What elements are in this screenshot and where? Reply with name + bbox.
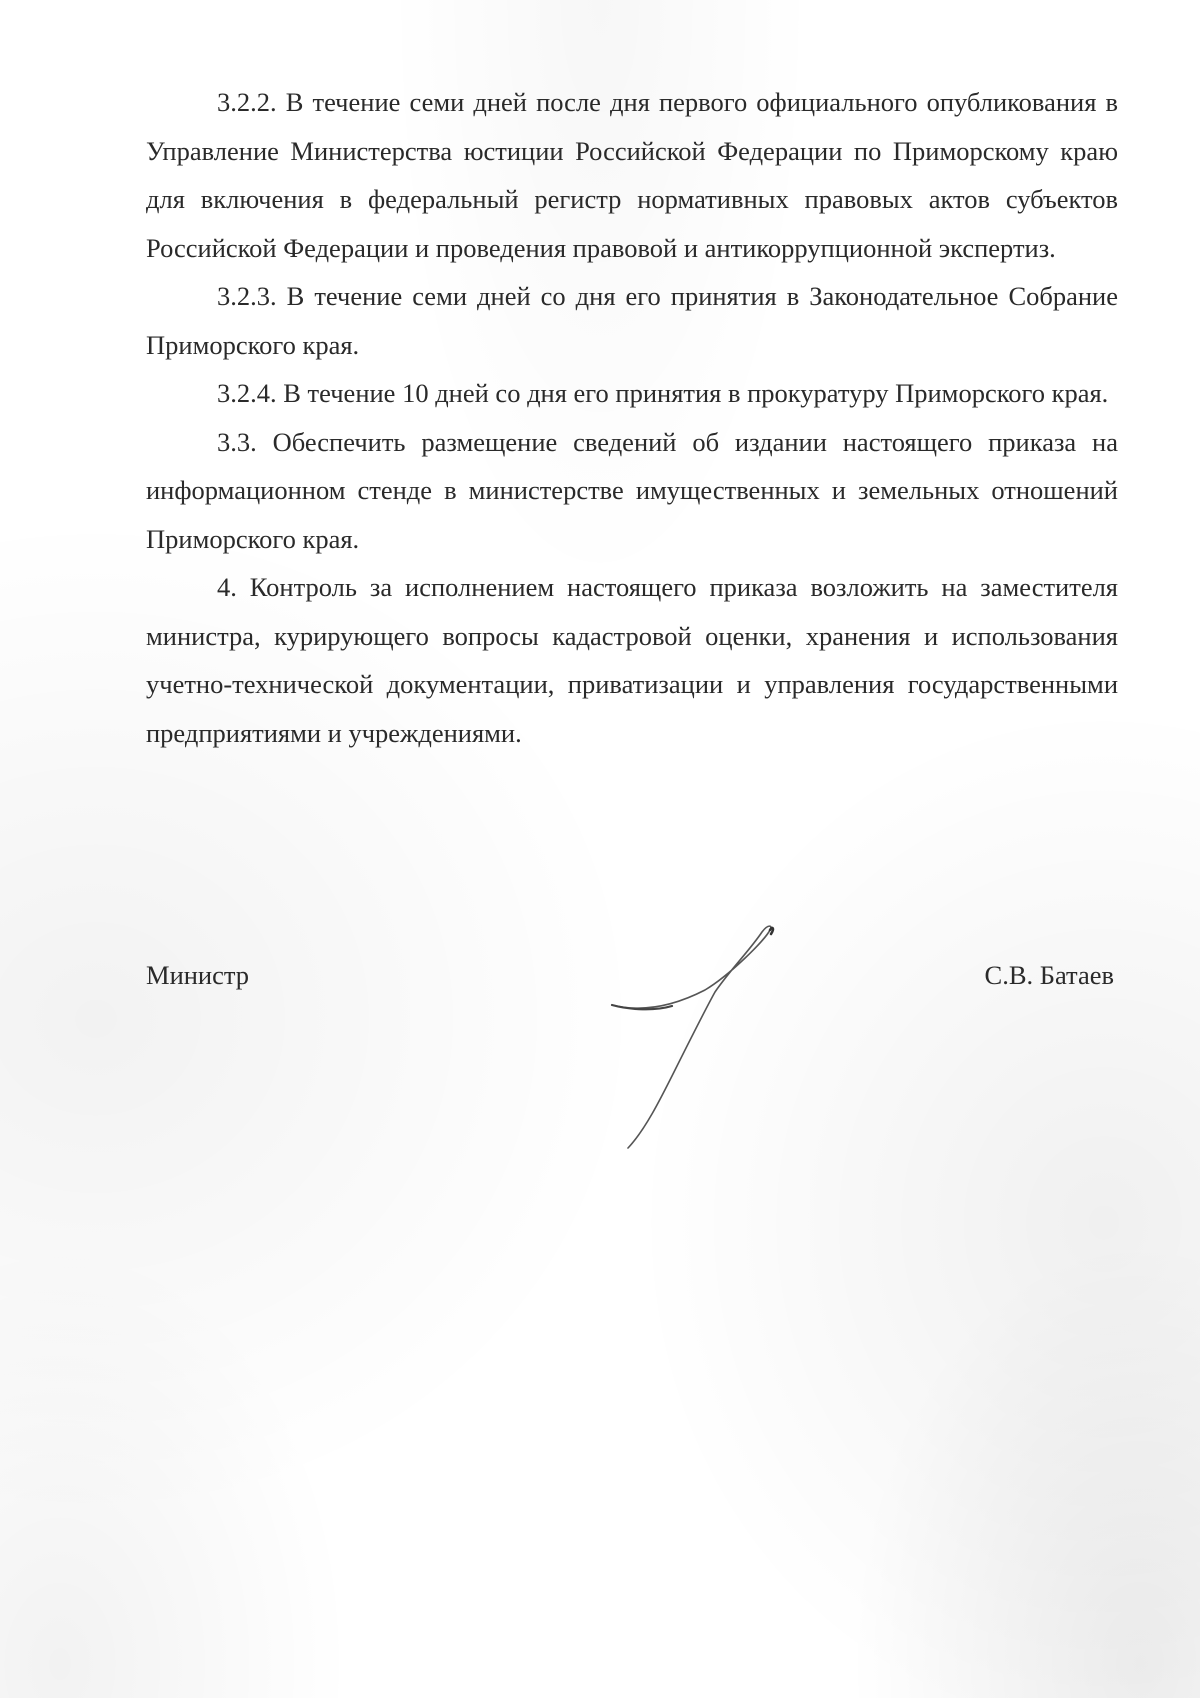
signatory-name: С.В. Батаев	[984, 960, 1114, 990]
document-body	[146, 78, 1118, 757]
paragraph-3-2-3: 3.2.3. В течение семи дней со дня его принятия в Законодательное Собрание Приморского края.	[146, 281, 1118, 360]
paragraph-3-3: 3.3. Обеспечить размещение сведений об издании настоящего приказа на информационном стенде в министерстве имущественных и земельных отношений Приморского края.	[146, 426, 1118, 554]
paragraph-4: 4. Контроль за исполнением настоящего приказа возложить на заместителя министра, курирующего вопросы кадастровой оценки, хранения и использования учетно-технической документации, приватизации и управления государственными предприятиями и учреждениями.	[146, 572, 1118, 748]
paragraph-3-2-4: 3.2.4. В течение 10 дней со дня его принятия в прокуратуру Приморского края.	[217, 378, 1109, 408]
signatory-title: Министр	[146, 960, 250, 990]
handwritten-signature	[610, 920, 790, 1150]
paragraph-3-2-2: 3.2.2. В течение семи дней после дня первого официального опубликования в Управление Министерства юстиции Российской Федерации по Приморскому краю для включения в федеральный регистр нормативных правовых актов субъектов Российской Федерации и проведения правовой и антикоррупционной экспертиз.	[146, 87, 1118, 263]
